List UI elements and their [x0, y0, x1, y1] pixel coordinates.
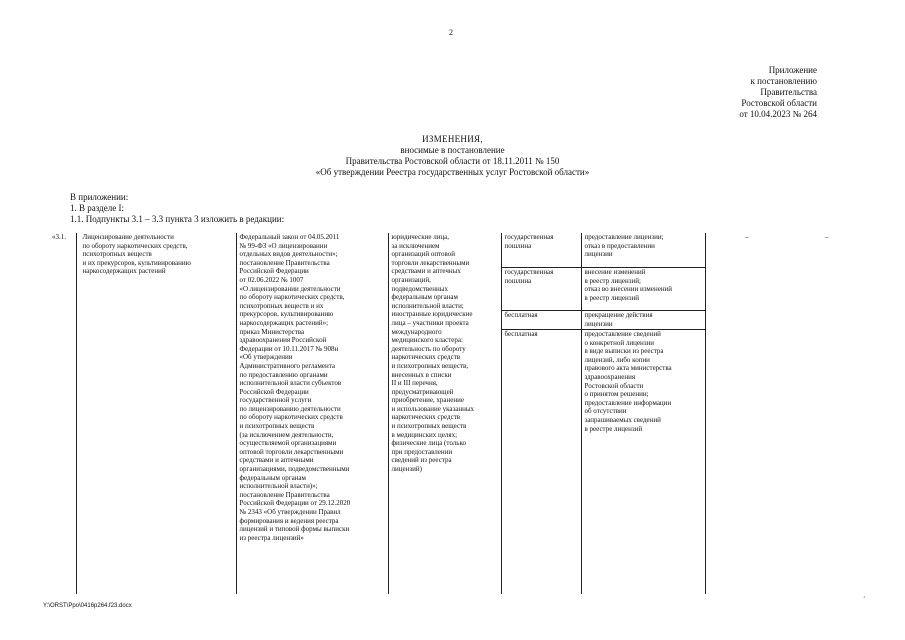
result-cell — [581, 330, 705, 595]
cell-line: подведомственных — [391, 284, 448, 293]
dash-cell: – — [824, 233, 829, 241]
cell-line: II и III перечня, — [391, 379, 438, 388]
cell-line: внесенных в списки — [391, 370, 452, 379]
cell-line: Ростовской области — [584, 381, 644, 390]
cell-line: средствами и аптечными — [239, 456, 314, 465]
cell-line: деятельность по обороту — [391, 344, 466, 353]
cell-line: постановление Правительства — [239, 490, 330, 499]
cell-line: запрашиваемых сведений — [584, 415, 661, 424]
recipients-cell — [388, 233, 501, 594]
cell-line: в виде выписки из реестра — [584, 347, 664, 356]
page-number: 2 — [449, 28, 453, 37]
fee-cell — [501, 268, 581, 311]
cell-line: формирования и ведения реестра — [239, 516, 339, 525]
cell-line: сведений из реестра — [391, 456, 452, 465]
cell-line: прекурсоров, культивированию — [239, 310, 334, 319]
cell-line: Федеральный закон от 04.05.2011 — [239, 233, 340, 241]
cell-line: № 99-ФЗ «О лицензировании — [239, 241, 328, 250]
heading-line: вносимые в постановление — [400, 145, 505, 155]
table-row — [43, 233, 865, 268]
cell-line: пошлина — [504, 241, 532, 250]
cell-line: отказ во внесении изменений — [584, 285, 673, 294]
intro-block — [70, 192, 284, 225]
appendix-line: к постановлению — [750, 76, 817, 86]
cell-line: правового акта министерства — [584, 364, 672, 373]
cell-line: лицензий, либо копии — [584, 355, 650, 364]
cell-line: физические лица (только — [391, 439, 466, 448]
cell-line: торговли лекарственными — [391, 258, 470, 267]
cell-line: предоставление сведений — [584, 330, 661, 338]
cell-line: и использование указанных — [391, 404, 475, 413]
result-cell — [581, 268, 705, 311]
heading-line: «Об утверждении Реестра государственных услуг Ростовской области» — [315, 167, 590, 177]
cell-line: в реестре лицензий — [584, 424, 643, 433]
appendix-block — [677, 65, 817, 120]
cell-line: приобретение, хранение — [391, 396, 464, 405]
cell-line: при предоставлении — [391, 447, 453, 456]
dash-cell: – — [705, 233, 785, 594]
item-number: «3.1. — [52, 233, 66, 241]
cell-line: предоставление лицензии; — [584, 233, 664, 241]
cell-line: постановление Правительства — [239, 258, 330, 267]
cell-line: психотропных веществ — [82, 250, 152, 259]
cell-line: наркосодержащих растений»; — [239, 318, 329, 327]
cell-line: по обороту наркотических средств, — [239, 293, 345, 302]
cell-line: средствами и аптечных — [391, 267, 461, 276]
cell-line: государственная — [504, 268, 554, 276]
intro-line: 1.1. Подпункты 3.1 – 3.3 пункта 3 изложить в редакции: — [70, 214, 285, 224]
cell-line: исполнительной власти; — [391, 301, 464, 310]
cell-line: лицензий) — [391, 465, 422, 474]
heading-title: ИЗМЕНЕНИЯ, — [422, 134, 483, 144]
cell-line: по лицензированию деятельности — [239, 404, 341, 413]
cell-line: «О лицензировании деятельности — [239, 284, 341, 293]
cell-line: здравоохранения — [584, 372, 636, 381]
cell-line: и психотропных веществ — [239, 422, 315, 431]
cell-line: пошлина — [504, 276, 532, 285]
cell-line: в медицинских целях; — [391, 430, 458, 439]
cell-line: Российской Федерации — [239, 387, 309, 396]
cell-line: бесплатная — [504, 330, 538, 338]
cell-line: международного — [391, 327, 442, 336]
appendix-line: Правительства — [760, 87, 817, 97]
intro-line: 1. В разделе I: — [70, 203, 124, 213]
cell-line: в реестр лицензий; — [584, 276, 641, 285]
document-heading — [0, 134, 905, 178]
cell-line: медицинского кластера: — [391, 336, 463, 345]
cell-line: оптовой торговли лекарственными — [239, 447, 344, 456]
cell-line: наркосодержащих растений — [82, 267, 166, 276]
cell-line: Российской Федерации — [239, 267, 309, 276]
cell-line: здравоохранения Российской — [239, 336, 327, 345]
cell-line: об отсутствии — [584, 407, 627, 416]
cell-line: лица – участники проекта — [391, 318, 469, 327]
cell-line: № 2343 «Об утверждении Правил — [239, 508, 341, 516]
result-cell — [581, 311, 705, 330]
cell-line: в реестр лицензий — [584, 293, 640, 302]
bottom-mark: , — [863, 593, 865, 599]
cell-line: (за исключением деятельности, — [239, 430, 334, 439]
cell-line: иностранные юридические — [391, 310, 473, 319]
cell-line: предоставление информации — [584, 398, 672, 407]
cell-line: исполнительной власти субъектов — [239, 379, 342, 388]
cell-line: «Об утверждении — [239, 353, 293, 362]
cell-line: по обороту наркотических средств, — [82, 241, 188, 250]
cell-line: исполнительной власти)»; — [239, 482, 318, 491]
cell-line: отказ в предоставлении — [584, 241, 655, 250]
appendix-line: Ростовской области — [741, 98, 817, 108]
cell-line: за исключением — [391, 241, 440, 250]
intro-line: В приложении: — [70, 192, 129, 202]
appendix-line: от 10.04.2023 № 264 — [739, 109, 817, 119]
cell-line: Российской Федерации от 29.12.2020 — [239, 499, 351, 508]
service-name-cell — [76, 233, 236, 594]
cell-line: федеральным органам — [391, 293, 458, 302]
cell-line: организаций оптовой — [391, 250, 456, 259]
appendix-line: Приложение — [768, 65, 817, 75]
cell-line: лицензии — [584, 319, 613, 328]
cell-line: организаций, — [391, 275, 431, 284]
fee-cell — [501, 330, 581, 595]
cell-line: прекращение действия — [584, 311, 653, 319]
heading-line: Правительства Ростовской области от 18.11.2011 № 150 — [345, 156, 560, 166]
cell-line: о конкретной лицензии — [584, 338, 654, 347]
cell-line: от 02.06.2022 № 1007 — [239, 275, 304, 284]
fee-cell — [501, 233, 581, 268]
cell-line: из реестра лицензий» — [239, 533, 304, 542]
cell-line: по обороту наркотических средств — [239, 413, 343, 422]
cell-line: государственная — [504, 233, 554, 241]
cell-line: внесение изменений — [584, 268, 646, 276]
cell-line: лицензии — [584, 250, 613, 259]
cell-line: государственной услуги — [239, 396, 312, 405]
file-path-footer: Y:\ORST\Ppo\0416p264.f23.docx — [43, 603, 132, 609]
cell-line: предусматривающей — [391, 387, 454, 396]
legal-basis-cell — [236, 233, 388, 594]
cell-line: наркотических средств — [391, 353, 461, 362]
cell-line: федеральным органам — [239, 473, 306, 482]
result-cell — [581, 233, 705, 268]
cell-line: наркотических средств — [391, 413, 461, 422]
cell-line: по предоставлению органами — [239, 370, 328, 379]
cell-line: приказ Министерства — [239, 327, 305, 336]
cell-line: психотропных веществ и их — [239, 301, 324, 310]
cell-line: и психотропных веществ, — [391, 361, 469, 370]
cell-line: лицензий и типовой формы выписки — [239, 525, 350, 534]
fee-cell — [501, 311, 581, 330]
cell-line: организациями, подведомственными — [239, 465, 350, 474]
cell-line: Административного регламента — [239, 361, 336, 370]
cell-line: Лицензирование деятельности — [82, 233, 174, 241]
cell-line: отдельных видов деятельности»; — [239, 250, 338, 259]
services-table — [43, 233, 865, 594]
cell-line: осуществляемой организациями — [239, 439, 337, 448]
cell-line: и их прекурсоров, культивированию — [82, 258, 191, 267]
cell-line: юридические лица, — [391, 233, 450, 241]
cell-line: Федерации от 10.11.2017 № 908н — [239, 344, 339, 353]
cell-line: бесплатная — [504, 311, 538, 319]
cell-line: и психотропных веществ — [391, 422, 467, 431]
cell-line: о принятом решении; — [584, 390, 649, 399]
